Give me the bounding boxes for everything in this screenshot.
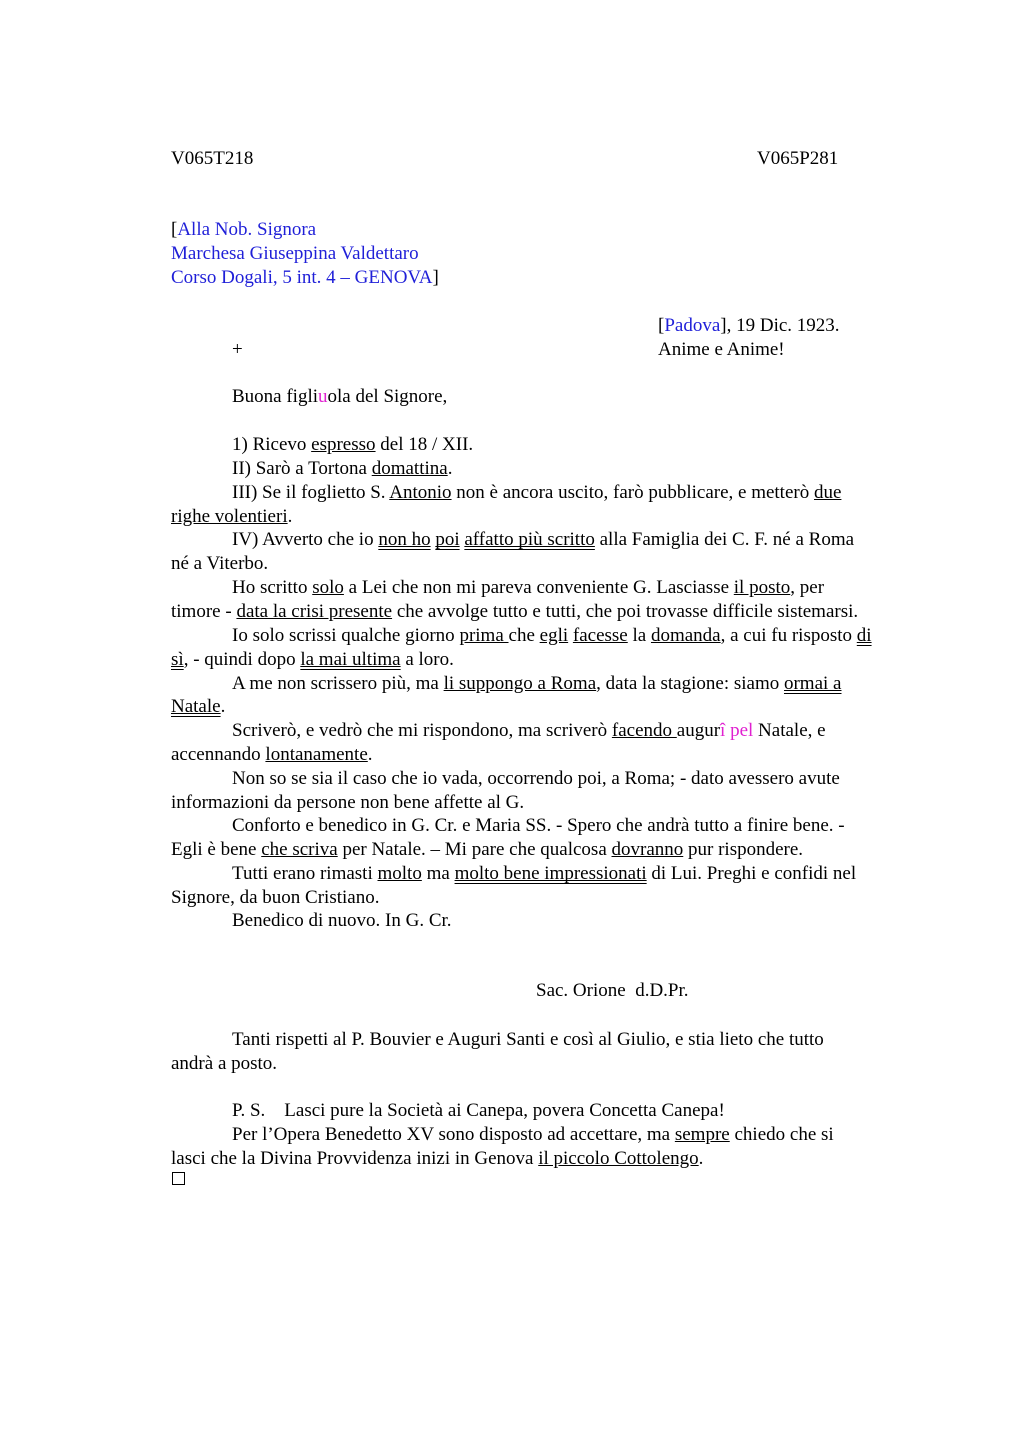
document-code-right: V065P281 [757, 148, 839, 169]
greeting: Buona figliuola del Signore, [232, 386, 448, 407]
body-line: informazioni da persone non bene affette al G. [171, 792, 525, 813]
body-line: Tutti erano rimasti molto ma molto bene impressionati di Lui. Preghi e confidi nel [232, 863, 857, 884]
body-line: Ho scritto solo a Lei che non mi pareva conveniente G. Lasciasse il posto, per [232, 577, 825, 598]
body-line: Benedico di nuovo. In G. Cr. [232, 910, 452, 931]
postscript-line: Per l’Opera Benedetto XV sono disposto ad accettare, ma sempre chiedo che si [232, 1124, 834, 1145]
body-line: né a Viterbo. [171, 553, 269, 574]
body-line: timore - data la crisi presente che avvolge tutto e tutti, che poi trovasse difficile sistemarsi. [171, 601, 859, 622]
body-line: II) Sarò a Tortona domattina. [232, 458, 453, 479]
postscript-line: Tanti rispetti al P. Bouvier e Auguri Santi e così al Giulio, e stia lieto che tutto [232, 1029, 824, 1050]
body-line: 1) Ricevo espresso del 18 / XII. [232, 434, 474, 455]
motto: Anime e Anime! [658, 339, 785, 360]
body-line: Non so se sia il caso che io vada, occorrendo poi, a Roma; - dato avessero avute [232, 768, 840, 789]
body-line: IV) Avverto che io non ho poi affatto più scritto alla Famiglia dei C. F. né a Roma [232, 529, 855, 550]
address-line-2: Marchesa Giuseppina Valdettaro [171, 243, 419, 264]
body-line: Conforto e benedico in G. Cr. e Maria SS. - Spero che andrà tutto a finire bene. - [232, 815, 845, 836]
body-line: righe volentieri. [171, 506, 293, 527]
body-line: III) Se il foglietto S. Antonio non è ancora uscito, farò pubblicare, e metterò due [232, 482, 842, 503]
body-line: Signore, da buon Cristiano. [171, 887, 380, 908]
address-line-3: Corso Dogali, 5 int. 4 – GENOVA [171, 267, 433, 288]
dateline-place: Padova [664, 315, 721, 336]
postscript-line: andrà a posto. [171, 1053, 278, 1074]
address-line-1: Alla Nob. Signora [177, 219, 317, 240]
dateline-date: , 19 Dic. 1923. [726, 315, 840, 336]
body-line: sì, - quindi dopo la mai ultima a loro. [171, 649, 454, 670]
body-line: Scriverò, e vedrò che mi rispondono, ma scriverò facendo augurî pel Natale, e [232, 720, 826, 741]
body-line: Io solo scrissi qualche giorno prima che egli facesse la domanda, a cui fu risposto di [232, 625, 872, 646]
body-line: Natale. [171, 696, 226, 717]
body-line: Egli è bene che scriva per Natale. – Mi pare che qualcosa dovranno pur rispondere. [171, 839, 804, 860]
signature: Sac. Orione d.D.Pr. [536, 980, 689, 1001]
body-line: A me non scrissero più, ma li suppongo a Roma, data la stagione: siamo ormai a [232, 673, 842, 694]
postscript-line: P. S. Lasci pure la Società ai Canepa, povera Concetta Canepa! [232, 1100, 725, 1121]
end-box-icon [172, 1172, 185, 1185]
body-line: accennando lontanamente. [171, 744, 373, 765]
postscript-line: lasci che la Divina Provvidenza inizi in Genova il piccolo Cottolengo. [171, 1148, 704, 1169]
document-code-left: V065T218 [171, 148, 254, 169]
dateline: [Padova], 19 Dic. 1923. [658, 315, 840, 336]
cross-mark: + [232, 339, 243, 360]
